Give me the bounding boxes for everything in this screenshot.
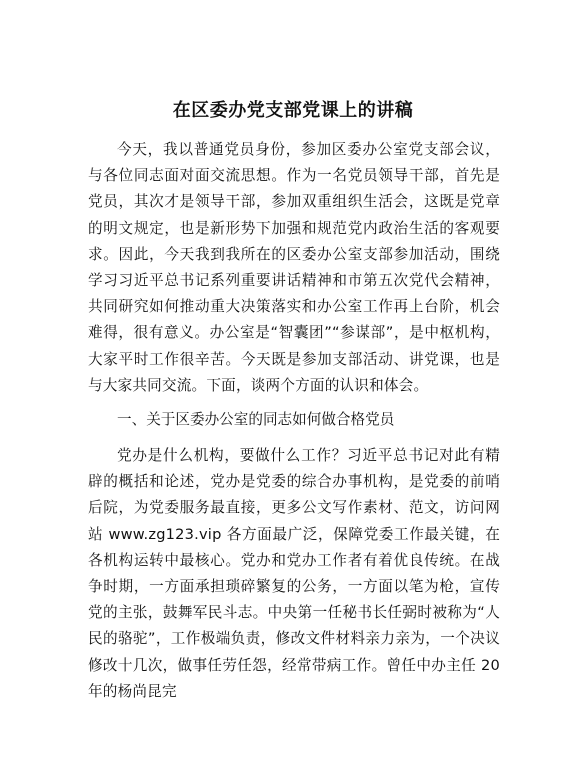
section-heading: 一、关于区委办公室的同志如何做合格党员 (117, 411, 395, 428)
section-paragraph: 党办是什么机构，要做什么工作？习近平总书记对此有精辟的概括和论述，党办是党委的综合办事机构，是党委的前哨后院，为党委服务最直接，更多公文写作素材、范文，访问网站 www.zg123.vip 各方面最广泛，保障党委工作最关键，在各机构运转中最核心。党办和党办工作者有着优良传统。在战争时期，一方面承担琐碎繁复的公务，一方面以笔为枪，宣传党的主张，鼓舞军民斗志。中央第一任秘书长任弼时被称为“人民的骆驼”，工作极端负责，修改文件材料亲力亲为，一个决议修改十几次，做事任劳任怨，经常带病工作。曾任中办主任 20 年的杨尚昆完 (88, 447, 500, 700)
intro-paragraph: 今天，我以普通党员身份，参加区委办公室党支部会议，与各位同志面对面交流思想。作为一名党员领导干部，首先是党员，其次才是领导干部，参加双重组织生活会，这既是党章的明文规定，也是新形势下加强和规范党内政治生活的客观要求。因此，今天我到我所在的区委办公室支部参加活动，围绕学习习近平总书记系列重要讲话精神和市第五次党代会精神，共同研究如何推动重大决策落实和办公室工作再上台阶，机会难得，很有意义。办公室是“智囊团”“参谋部”，是中枢机构，大家平时工作很辛苦。今天既是参加支部活动、讲党课，也是与大家共同交流。下面，谈两个方面的认识和体会。 (88, 141, 500, 394)
document-title: 在区委办党支部党课上的讲稿 (172, 100, 414, 121)
